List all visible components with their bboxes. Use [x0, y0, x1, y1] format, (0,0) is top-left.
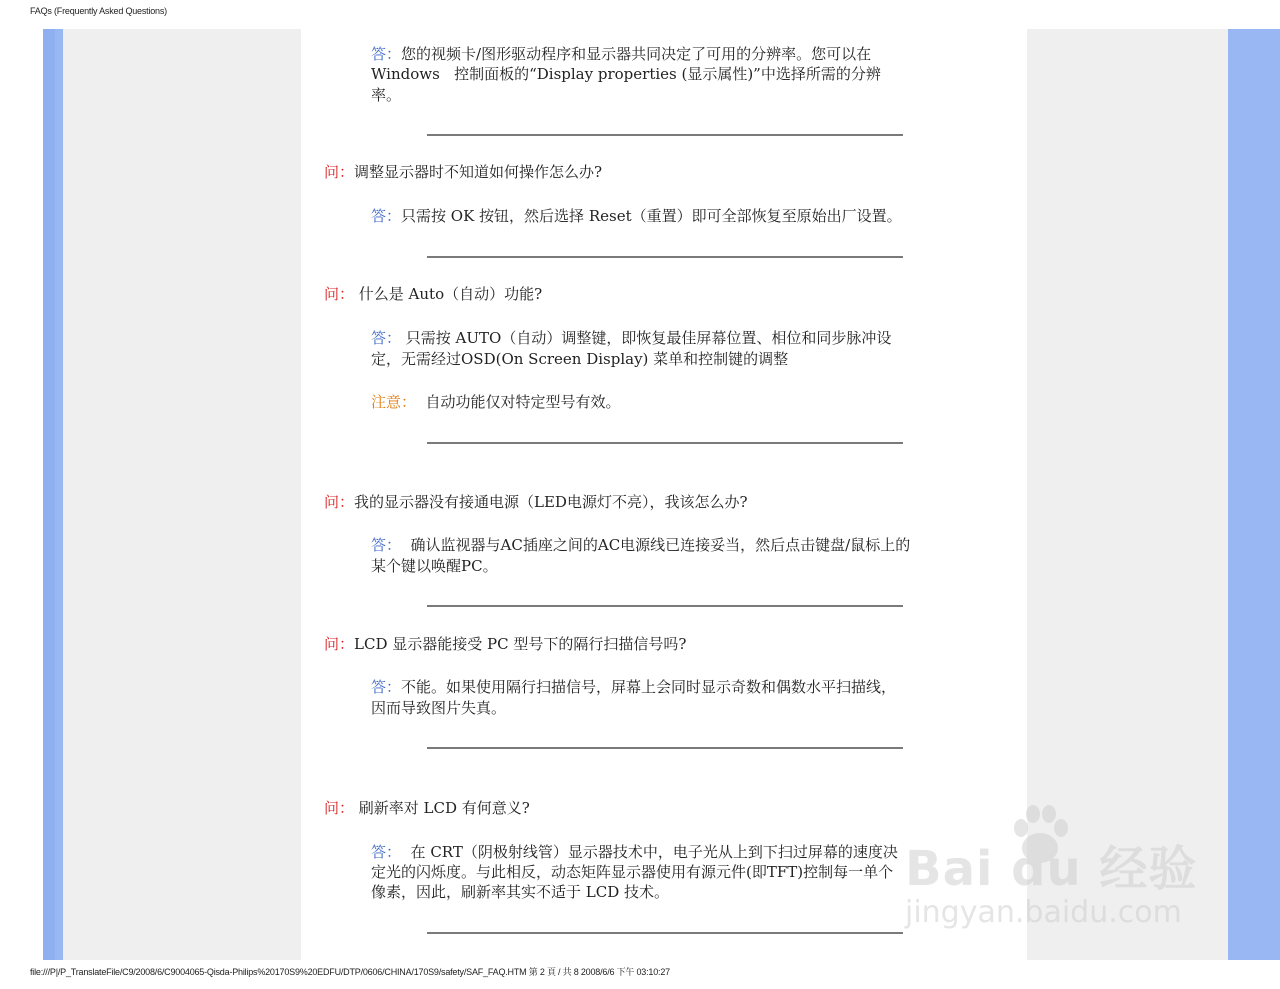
- divider-rule: [427, 747, 903, 749]
- right-blue-column: [1228, 29, 1280, 960]
- left-gray-column: [63, 29, 301, 960]
- faq-question: 问：LCD 显示器能接受 PC 型号下的隔行扫描信号吗?: [324, 635, 687, 653]
- question-label: 问：: [324, 635, 355, 653]
- faq-answer-line: 因而导致图片失真。: [371, 699, 507, 717]
- faq-answer: 答：只需按 OK 按钮，然后选择 Reset（重置）即可全部恢复至原始出厂设置。: [371, 207, 902, 225]
- baidu-watermark: [905, 800, 1205, 940]
- answer-label: 答：: [371, 329, 402, 347]
- watermark-url: jingyan.baidu.com: [905, 895, 1182, 930]
- watermark-brand: Bai du 经验: [905, 841, 1198, 897]
- faq-answer-line: 某个键以唤醒PC。: [371, 557, 498, 575]
- faq-answer-line: 率。: [371, 86, 402, 104]
- print-header: FAQs (Frequently Asked Questions): [30, 6, 167, 16]
- question-label: 问：: [324, 799, 355, 817]
- print-footer: file:///P|/P_TranslateFile/C9/2008/6/C9004065-Qisda-Philips%20170S9%20EDFU/DTP/0606/CHINA/170S9/safety/SAF_FAQ.HTM 第 2 頁 / 共 8 2008/6/6 下午 03:10:27: [30, 967, 670, 977]
- faq-answer: 答：您的视频卡/图形驱动程序和显示器共同决定了可用的分辨率。您可以在: [371, 45, 872, 63]
- question-label: 问：: [324, 493, 355, 511]
- answer-label: 答：: [371, 536, 402, 554]
- faq-answer-line: 像素，因此，刷新率其实不适于 LCD 技术。: [371, 883, 670, 901]
- faq-question: 问： 刷新率对 LCD 有何意义?: [324, 799, 530, 817]
- question-label: 问：: [324, 285, 355, 303]
- divider-rule: [427, 605, 903, 607]
- answer-label: 答：: [371, 45, 402, 63]
- answer-label: 答：: [371, 843, 402, 861]
- left-blue-column: [43, 29, 63, 960]
- divider-rule: [427, 932, 903, 934]
- faq-note: 注意： 自动功能仅对特定型号有效。: [371, 393, 621, 411]
- faq-answer-line: 定光的闪烁度。与此相反，动态矩阵显示器使用有源元件(即TFT)控制每一单个: [371, 863, 894, 881]
- faq-answer: 答： 只需按 AUTO（自动）调整键，即恢复最佳屏幕位置、相位和同步脉冲设: [371, 329, 892, 347]
- faq-answer: 答：不能。如果使用隔行扫描信号，屏幕上会同时显示奇数和偶数水平扫描线，: [371, 678, 897, 696]
- faq-answer-line: 定，无需经过OSD(On Screen Display) 菜单和控制键的调整: [371, 350, 789, 368]
- faq-answer: 答： 在 CRT（阴极射线管）显示器技术中，电子光从上到下扫过屏幕的速度决: [371, 843, 898, 861]
- faq-answer-line: Windows 控制面板的“Display properties (显示属性)”中选择所需的分辨: [371, 65, 881, 83]
- divider-rule: [427, 256, 903, 258]
- note-label: 注意：: [371, 393, 417, 411]
- answer-label: 答：: [371, 207, 402, 225]
- faq-answer: 答： 确认监视器与AC插座之间的AC电源线已连接妥当，然后点击键盘/鼠标上的: [371, 536, 911, 554]
- question-label: 问：: [324, 163, 355, 181]
- divider-rule: [427, 442, 903, 444]
- divider-rule: [427, 134, 903, 136]
- faq-question: 问：我的显示器没有接通电源（LED电源灯不亮），我该怎么办?: [324, 493, 748, 511]
- faq-question: 问： 什么是 Auto（自动）功能?: [324, 285, 543, 303]
- faq-question: 问：调整显示器时不知道如何操作怎么办?: [324, 163, 603, 181]
- answer-label: 答：: [371, 678, 402, 696]
